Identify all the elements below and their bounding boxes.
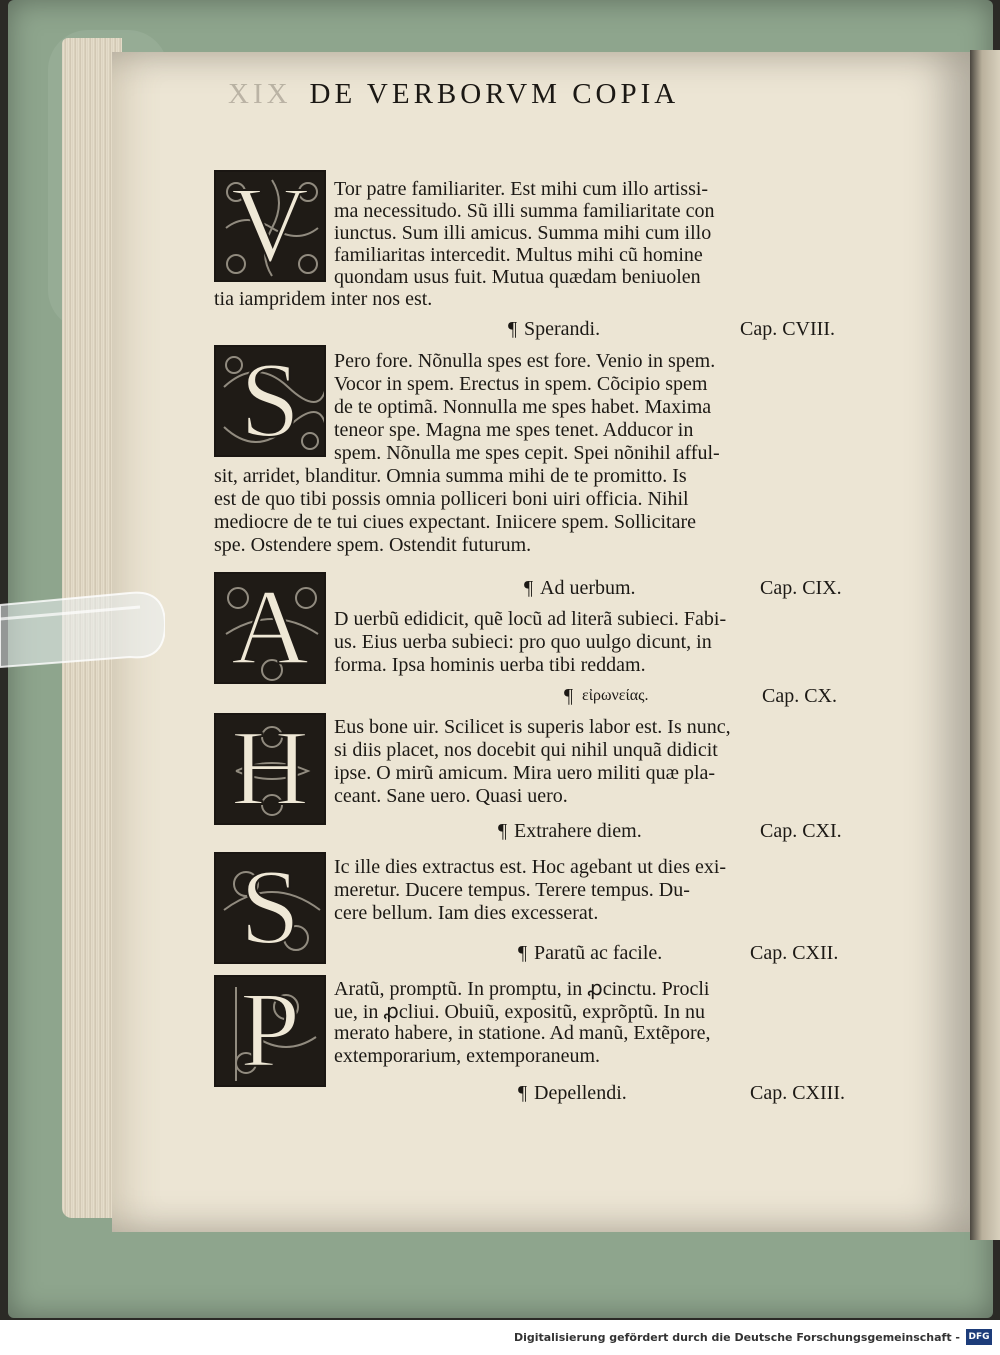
decorated-initial-s — [214, 852, 326, 964]
text-line: de te optimã. Nonnulla me spes habet. Maxima — [334, 396, 712, 418]
text-line: teneor spe. Magna me spes tenet. Adducor in — [334, 419, 694, 441]
chapter-number: Cap. CXII. — [750, 942, 839, 964]
initial-letter: H — [231, 713, 309, 825]
decorated-initial-h — [214, 713, 326, 825]
text-line: merato habere, in statione. Ad manũ, Extẽpore, — [334, 1022, 711, 1044]
text-line: meretur. Ducere tempus. Terere tempus. Du- — [334, 879, 690, 901]
decorated-initial-v — [214, 170, 326, 282]
book-scan: XIX DE VERBORVM COPIA V Tor patre familiariter. Est mihi cum illo artissi- ma necessitudo. Sũ illi summa familiaritate con iunctus. Sum illi amicus. Summa mihi cum illo familiaritas intercedit. Multus mihi cũ homine quondam usus fuit. Mutua quædam beniuolen tia iampridem inter nos est. ¶ Sperandi. Cap. CVIII. S Pero fore. Nõnulla spes est fore. Venio in spem. Vocor in spem. Erectus in spem. Cõcipio spem de te optimã. Nonnulla me spes habet. Maxima teneor spe. Magna me spes tenet. Adducor in spem. Nõnulla me spes cepit. Spei nõnihil afful- sit, arridet, blanditur. Omnia summa mihi de te promitto. Is est de quo tibi possis omnia polliceri boni uiri officia. Nihil mediocre de te tui ciues expectant. Iniicere spem. Sollicitare spe. Ostendere spem. Ostendit futurum. ¶ Ad uerbum. Cap. CIX. A D uerbũ edidicit, quẽ locũ ad literã subieci. Fabi- us. Eius uerba subieci: pro quo uulgo dicunt, in forma. Ipsa hominis uerba tibi reddam. ¶ εἰρωνείας. Cap. CX. H Eus bone uir. Scilicet is superis labor est. Is nunc, si diis placet, nos docebit qui nihil unquã didicit ipse. O mirũ amicum. Mira uero militi quæ pla- ceant. Sane uero. Quasi uero. ¶ Extrahere diem. Cap. CXI. S Ic ille dies extractus est. Hoc agebant ut dies exi- meretur. Ducere tempus. Terere tempus. Du- cere bellum. Iam dies excesserat. ¶ Paratũ ac facile. Cap. CXII. P Aratũ, promptũ. In promptu, in ꝓcinctu. Procli ue, in ꝓcliui. Obuiũ, expositũ, exprõptũ. In nu merato habere, in statione. Ad manũ, Extẽpore, extemporarium, extemporaneum. ¶ Depellendi. Cap. CXIII. — [0, 0, 1000, 1320]
running-header — [228, 78, 679, 111]
chapter-number: Cap. CVIII. — [740, 318, 835, 340]
text-line: D uerbũ edidicit, quẽ locũ ad literã subieci. Fabi- — [334, 608, 727, 630]
facing-page-edge — [970, 50, 1000, 1240]
text-line: forma. Ipsa hominis uerba tibi reddam. — [334, 654, 646, 676]
text-line: Aratũ, promptũ. In promptu, in ꝓcinctu. Procli — [334, 978, 710, 1000]
decorated-initial-a — [214, 572, 326, 684]
text-line: ma necessitudo. Sũ illi summa familiaritate con — [334, 200, 715, 222]
running-title: DE VERBORVM COPIA — [309, 78, 680, 110]
decorated-initial-s — [214, 345, 326, 457]
chapter-title: εἰρωνείας. — [582, 687, 649, 704]
text-line: spem. Nõnulla me spes cepit. Spei nõnihil afful- — [334, 442, 720, 464]
chapter-title: Extrahere diem. — [514, 820, 642, 842]
chapter-title: Sperandi. — [524, 318, 601, 340]
decorated-initial-p — [214, 975, 326, 1087]
chapter-number: Cap. CX. — [762, 685, 837, 707]
text-line: ceant. Sane uero. Quasi uero. — [334, 785, 568, 807]
initial-letter: P — [239, 975, 301, 1087]
initial-letter: S — [239, 852, 301, 964]
dfg-logo-icon: DFG — [966, 1329, 992, 1345]
initial-letter: S — [239, 345, 301, 457]
folio-number: XIX — [228, 78, 292, 110]
footer-bar — [0, 1320, 1000, 1355]
text-line: iunctus. Sum illi amicus. Summa mihi cum illo — [334, 222, 712, 244]
chapter-title: Paratũ ac facile. — [534, 942, 663, 964]
text-line: cere bellum. Iam dies excesserat. — [334, 902, 599, 924]
chapter-number: Cap. CIX. — [760, 577, 842, 599]
text-line: Vocor in spem. Erectus in spem. Cõcipio spem — [334, 373, 708, 395]
chapter-number: Cap. CXI. — [760, 820, 842, 842]
chapter-number: Cap. CXIII. — [750, 1082, 845, 1104]
text-line: tia iampridem inter nos est. — [214, 288, 433, 310]
chapter-title: Ad uerbum. — [540, 577, 636, 599]
text-line: ipse. O mirũ amicum. Mira uero militi quæ pla- — [334, 762, 716, 784]
glass-weight — [0, 585, 165, 673]
funding-credit: Digitalisierung gefördert durch die Deutsche Forschungsgemeinschaft - — [513, 1331, 960, 1344]
text-line: us. Eius uerba subieci: pro quo uulgo dicunt, in — [334, 631, 712, 653]
text-line: familiaritas intercedit. Multus mihi cũ homine — [334, 244, 703, 266]
text-line: sit, arridet, blanditur. Omnia summa mihi de te promitto. Is — [214, 465, 687, 487]
text-line: extemporarium, extemporaneum. — [334, 1045, 601, 1067]
text-line: Pero fore. Nõnulla spes est fore. Venio in spem. — [334, 350, 716, 372]
initial-letter: A — [231, 572, 309, 684]
text-line: si diis placet, nos docebit qui nihil unquã didicit — [334, 739, 718, 761]
chapter-title: Depellendi. — [534, 1082, 627, 1104]
initial-letter: V — [231, 170, 309, 282]
text-line: spe. Ostendere spem. Ostendit futurum. — [214, 534, 532, 556]
text-line: est de quo tibi possis omnia polliceri boni uiri officia. Nihil — [214, 488, 689, 510]
text-line: Eus bone uir. Scilicet is superis labor est. Is nunc, — [334, 716, 731, 738]
text-line: quondam usus fuit. Mutua quædam beniuolen — [334, 266, 701, 288]
text-line: Tor patre familiariter. Est mihi cum illo artissi- — [334, 178, 709, 200]
text-line: ue, in ꝓcliui. Obuiũ, expositũ, exprõptũ. In nu — [334, 1001, 705, 1023]
text-line: mediocre de te tui ciues expectant. Iniicere spem. Sollicitare — [214, 511, 697, 533]
text-line: Ic ille dies extractus est. Hoc agebant ut dies exi- — [334, 856, 727, 878]
